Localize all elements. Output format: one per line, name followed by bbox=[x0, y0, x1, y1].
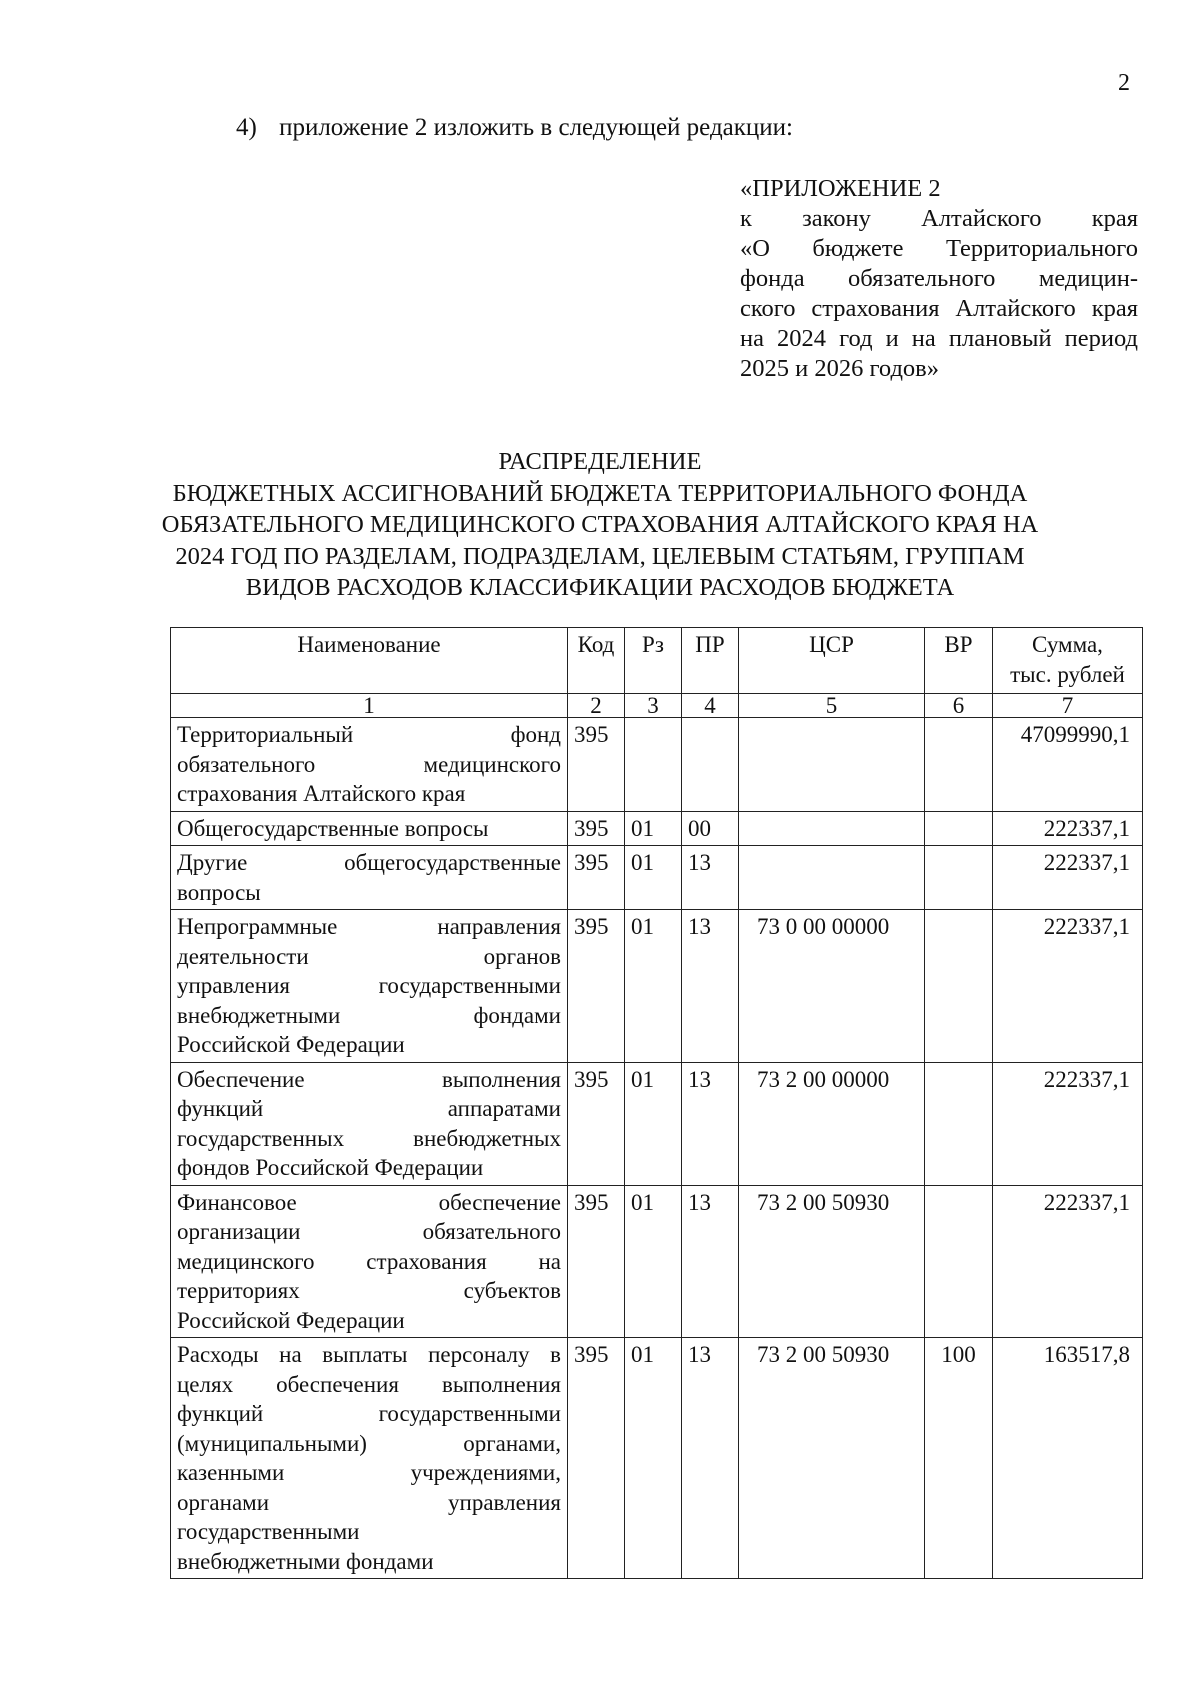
cell-name-line: Непрограммные направления bbox=[177, 914, 561, 939]
cell-code: 395 bbox=[568, 910, 625, 1063]
cell-code: 395 bbox=[568, 718, 625, 812]
cell-name-line: организации обязательного bbox=[177, 1219, 561, 1244]
cell-name bbox=[171, 811, 568, 846]
cell-name-line: органами управления bbox=[177, 1489, 561, 1515]
cell-name-line: функций аппаратами bbox=[177, 1096, 561, 1121]
appendix-title: «ПРИЛОЖЕНИЕ 2 bbox=[740, 175, 941, 202]
cell-vr bbox=[925, 1185, 993, 1338]
appendix-line: 2025 и 2026 годов» bbox=[740, 355, 940, 382]
cell-csr: 73 2 00 50930 bbox=[739, 1338, 925, 1579]
table-row bbox=[171, 910, 1143, 1063]
cell-code: 395 bbox=[568, 1062, 625, 1185]
cell-name-line: медицинского страхования на bbox=[177, 1248, 561, 1274]
cell-csr bbox=[739, 718, 925, 812]
cell-rz: 01 bbox=[625, 1062, 682, 1185]
cell-code: 395 bbox=[568, 1185, 625, 1338]
cell-csr: 73 0 00 00000 bbox=[739, 910, 925, 1063]
header-csr: ЦСР bbox=[739, 628, 925, 694]
heading-line: ВИДОВ РАСХОДОВ КЛАССИФИКАЦИИ РАСХОДОВ БЮДЖЕТА bbox=[245, 574, 955, 601]
cell-csr bbox=[739, 846, 925, 910]
cell-name-line: государственными bbox=[177, 1519, 360, 1544]
cell-sum: 163517,8 bbox=[993, 1338, 1143, 1579]
cell-csr bbox=[739, 811, 925, 846]
cell-name-line: Российской Федерации bbox=[177, 1307, 405, 1333]
cell-name bbox=[171, 1062, 568, 1185]
cell-name bbox=[171, 846, 568, 910]
cell-name bbox=[171, 718, 568, 812]
table-row bbox=[171, 1062, 1143, 1185]
cell-name bbox=[171, 910, 568, 1063]
cell-vr bbox=[925, 846, 993, 910]
table-row bbox=[171, 846, 1143, 910]
appendix-line: фонда обязательного медицин- bbox=[740, 265, 1138, 292]
amendment-intro bbox=[236, 114, 793, 142]
cell-csr: 73 2 00 00000 bbox=[739, 1062, 925, 1185]
cell-name-line: Расходы на выплаты персоналу в bbox=[177, 1342, 561, 1367]
cell-code: 395 bbox=[568, 1338, 625, 1579]
table-index-row bbox=[171, 694, 1143, 718]
cell-name-line: фондов Российской Федерации bbox=[177, 1155, 484, 1180]
cell-pr: 13 bbox=[682, 846, 739, 910]
heading-line: РАСПРЕДЕЛЕНИЕ bbox=[498, 448, 702, 475]
appendix-body bbox=[740, 204, 1138, 384]
cell-name-line: Другие общегосударственные bbox=[177, 850, 561, 875]
cell-name-line: (муниципальными) органами, bbox=[177, 1430, 561, 1456]
cell-vr: 100 bbox=[925, 1338, 993, 1579]
header-sum-line2: тыс. рублей bbox=[1010, 661, 1125, 687]
cell-pr bbox=[682, 718, 739, 812]
index-cell: 5 bbox=[739, 694, 925, 718]
cell-name-line: управления государственными bbox=[177, 973, 561, 998]
index-cell: 6 bbox=[925, 694, 993, 718]
table-header-row bbox=[171, 628, 1143, 694]
cell-name-line: Финансовое обеспечение bbox=[177, 1189, 561, 1215]
cell-rz: 01 bbox=[625, 811, 682, 846]
cell-name-line: Российской Федерации bbox=[177, 1032, 405, 1057]
cell-sum: 222337,1 bbox=[993, 1062, 1143, 1185]
cell-name-line: страхования Алтайского края bbox=[177, 781, 466, 806]
document-heading bbox=[150, 446, 1050, 604]
amendment-number: 4) bbox=[236, 114, 257, 141]
cell-rz: 01 bbox=[625, 846, 682, 910]
appendix-line: на 2024 год и на плановый период bbox=[740, 325, 1138, 352]
index-cell: 2 bbox=[568, 694, 625, 718]
cell-name-line: деятельности органов bbox=[177, 943, 561, 969]
cell-name-line: государственных внебюджетных bbox=[177, 1125, 561, 1151]
cell-pr: 13 bbox=[682, 1185, 739, 1338]
table-row bbox=[171, 1338, 1143, 1579]
cell-name-line: Общегосударственные вопросы bbox=[177, 815, 489, 841]
budget-table bbox=[170, 627, 1143, 1579]
cell-rz bbox=[625, 718, 682, 812]
cell-sum: 222337,1 bbox=[993, 811, 1143, 846]
header-pr: ПР bbox=[682, 628, 739, 694]
index-cell: 4 bbox=[682, 694, 739, 718]
cell-name-line: обязательного медицинского bbox=[177, 751, 561, 777]
header-name: Наименование bbox=[171, 628, 568, 694]
cell-name-line: территориях субъектов bbox=[177, 1278, 561, 1303]
cell-sum: 222337,1 bbox=[993, 846, 1143, 910]
cell-vr bbox=[925, 1062, 993, 1185]
cell-vr bbox=[925, 910, 993, 1063]
index-cell: 3 bbox=[625, 694, 682, 718]
cell-name-line: внебюджетными фондами bbox=[177, 1548, 434, 1574]
index-cell: 1 bbox=[171, 694, 568, 718]
header-sum bbox=[993, 628, 1143, 694]
cell-name-line: функций государственными bbox=[177, 1401, 561, 1426]
table-row bbox=[171, 1185, 1143, 1338]
header-rz: Рз bbox=[625, 628, 682, 694]
cell-csr: 73 2 00 50930 bbox=[739, 1185, 925, 1338]
index-cell: 7 bbox=[993, 694, 1143, 718]
heading-line: БЮДЖЕТНЫХ АССИГНОВАНИЙ БЮДЖЕТА ТЕРРИТОРИАЛЬНОГО ФОНДА bbox=[172, 479, 1028, 507]
cell-name-line: внебюджетными фондами bbox=[177, 1002, 561, 1028]
table-row bbox=[171, 718, 1143, 812]
appendix-line: к закону Алтайского края bbox=[740, 205, 1138, 232]
table-body bbox=[171, 718, 1143, 1579]
cell-name-line: вопросы bbox=[177, 879, 261, 905]
cell-vr bbox=[925, 718, 993, 812]
cell-sum: 222337,1 bbox=[993, 910, 1143, 1063]
heading-line: 2024 ГОД ПО РАЗДЕЛАМ, ПОДРАЗДЕЛАМ, ЦЕЛЕВЫМ СТАТЬЯМ, ГРУППАМ bbox=[175, 542, 1025, 570]
cell-name-line: целях обеспечения выполнения bbox=[177, 1371, 561, 1397]
table-row bbox=[171, 811, 1143, 846]
header-sum-line1: Сумма, bbox=[1032, 632, 1103, 657]
cell-pr: 00 bbox=[682, 811, 739, 846]
appendix-line: «О бюджете Территориального bbox=[740, 235, 1138, 262]
cell-name-line: Территориальный фонд bbox=[177, 722, 561, 747]
cell-name-line: Обеспечение выполнения bbox=[177, 1066, 561, 1092]
cell-rz: 01 bbox=[625, 910, 682, 1063]
cell-vr bbox=[925, 811, 993, 846]
header-vr: ВР bbox=[925, 628, 993, 694]
appendix-line: ского страхования Алтайского края bbox=[740, 295, 1138, 322]
cell-code: 395 bbox=[568, 811, 625, 846]
cell-sum: 47099990,1 bbox=[993, 718, 1143, 812]
heading-line: ОБЯЗАТЕЛЬНОГО МЕДИЦИНСКОГО СТРАХОВАНИЯ АЛТАЙСКОГО КРАЯ НА bbox=[161, 511, 1039, 538]
cell-code: 395 bbox=[568, 846, 625, 910]
amendment-text: приложение 2 изложить в следующей редакции: bbox=[279, 114, 793, 141]
cell-name-line: казенными учреждениями, bbox=[177, 1460, 561, 1485]
cell-rz: 01 bbox=[625, 1338, 682, 1579]
cell-name bbox=[171, 1338, 568, 1579]
cell-pr: 13 bbox=[682, 1062, 739, 1185]
page-number: 2 bbox=[1118, 70, 1130, 96]
cell-name bbox=[171, 1185, 568, 1338]
header-code: Код bbox=[568, 628, 625, 694]
cell-pr: 13 bbox=[682, 1338, 739, 1579]
cell-pr: 13 bbox=[682, 910, 739, 1063]
appendix-reference bbox=[740, 174, 1138, 384]
cell-sum: 222337,1 bbox=[993, 1185, 1143, 1338]
cell-rz: 01 bbox=[625, 1185, 682, 1338]
